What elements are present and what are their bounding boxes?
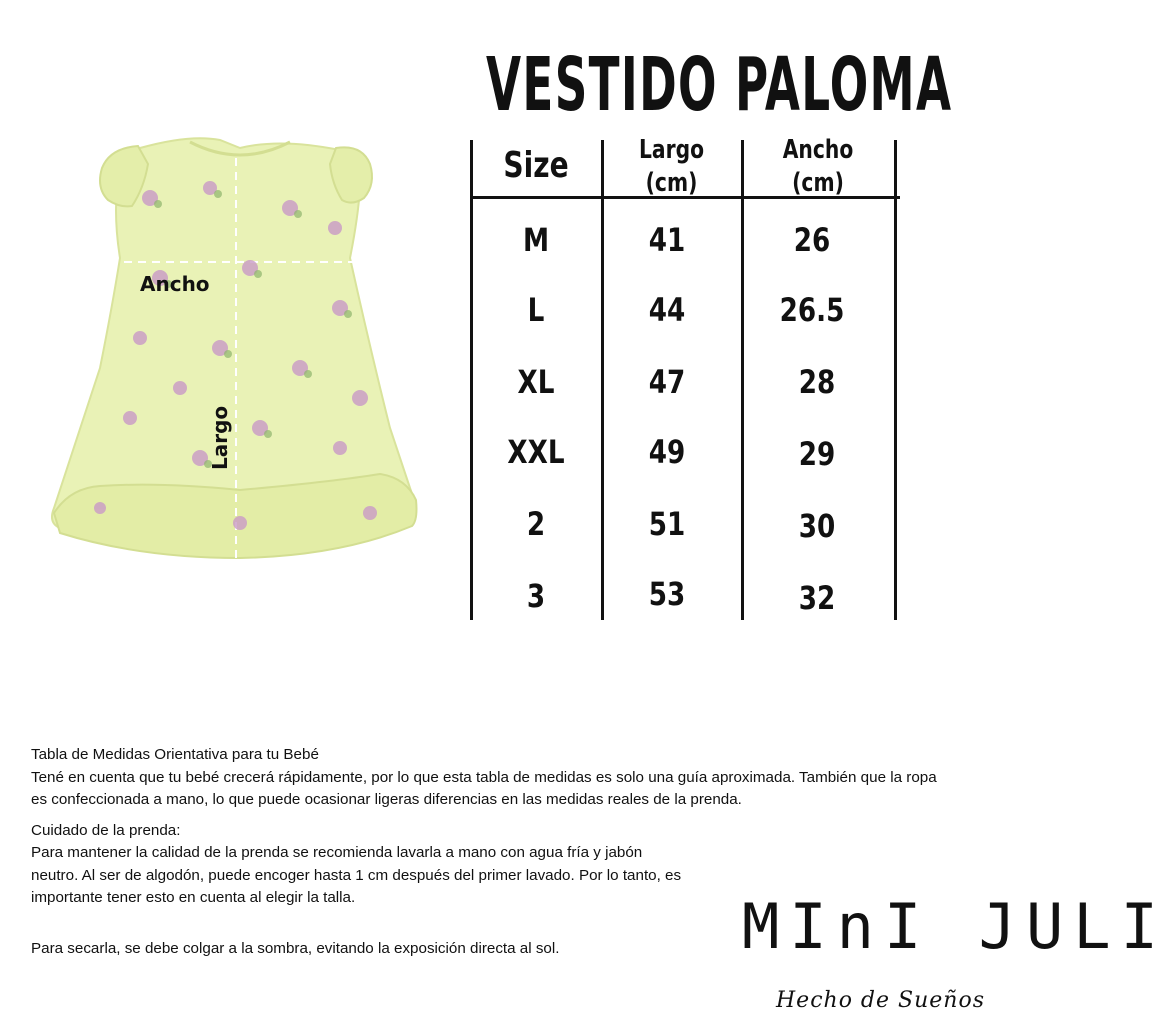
header-largo-unit: (cm) [645, 167, 698, 198]
header-largo [617, 134, 725, 199]
dry-line: Para secarla, se debe colgar a la sombra, evitando la exposición directa al sol. [31, 939, 560, 957]
notes-heading: Tabla de Medidas Orientativa para tu Bebé [31, 746, 319, 763]
row-ancho: 32 [798, 579, 836, 617]
page-title: VESTIDO PALOMA [486, 42, 953, 128]
brand-tagline: Hecho de Sueños [776, 988, 985, 1013]
row-ancho: 26.5 [779, 291, 845, 329]
row-size: M [522, 221, 550, 259]
header-ancho-label: Ancho [782, 135, 854, 165]
row-ancho: 29 [798, 435, 836, 473]
header-ancho [759, 134, 878, 199]
row-size: XXL [507, 433, 565, 471]
header-ancho-unit: (cm) [792, 167, 844, 198]
row-size: L [527, 291, 545, 329]
ancho-label: Ancho [140, 272, 210, 296]
brand-logo: MInI JULI [742, 890, 1168, 963]
row-ancho: 26 [793, 221, 831, 259]
row-largo: 47 [648, 363, 686, 401]
care-line: importante tener esto en cuenta al elegir la talla. [31, 889, 356, 906]
row-size: XL [517, 363, 555, 401]
notes-line: Tené en cuenta que tu bebé crecerá rápidamente, por lo que esta tabla de medidas es solo una guía aproximada. También que la ropa [31, 768, 937, 786]
header-size: Size [503, 145, 569, 186]
row-size: 2 [526, 505, 546, 543]
largo-label: Largo [208, 405, 232, 470]
row-ancho: 28 [798, 363, 836, 401]
row-largo: 51 [648, 505, 686, 543]
table-divider [741, 140, 744, 620]
row-size: 3 [526, 577, 546, 615]
table-divider [601, 140, 604, 620]
row-largo: 53 [648, 575, 686, 613]
row-largo: 49 [648, 433, 686, 471]
header-largo-label: Largo [638, 135, 705, 165]
table-divider [470, 140, 473, 620]
care-line: neutro. Al ser de algodón, puede encoger hasta 1 cm después del primer lavado. Por lo tanto, es [31, 866, 682, 884]
care-heading: Cuidado de la prenda: [31, 821, 181, 839]
notes-line: es confeccionada a mano, lo que puede ocasionar ligeras diferencias en las medidas reales de la prenda. [31, 791, 742, 808]
care-line: Para mantener la calidad de la prenda se recomienda lavarla a mano con agua fría y jabón [31, 844, 643, 861]
row-largo: 44 [648, 291, 686, 329]
row-largo: 41 [648, 221, 686, 259]
row-ancho: 30 [798, 507, 836, 545]
table-divider [894, 140, 897, 620]
dress-illustration [40, 128, 440, 568]
